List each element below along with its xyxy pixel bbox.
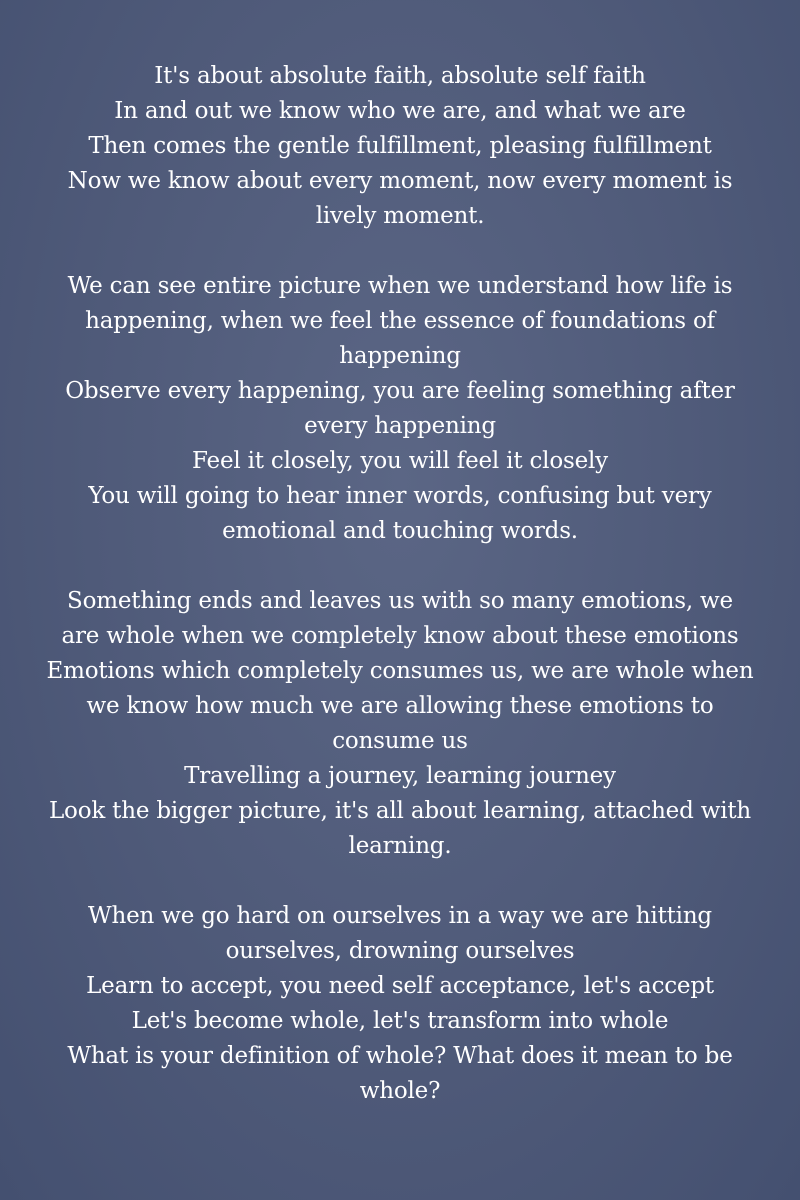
poem-line: When we go hard on ourselves in a way we are hitting ourselves, drowning ourselves (88, 903, 712, 964)
stanza-2 (46, 269, 754, 549)
poem-line: Learn to accept, you need self acceptance, let's accept (86, 973, 714, 999)
poem-line: In and out we know who we are, and what we are (114, 98, 686, 124)
poem-line: Feel it closely, you will feel it closely (192, 448, 608, 474)
poem-line: Travelling a journey, learning journey (184, 763, 616, 789)
poem-line: Look the bigger picture, it's all about learning, attached with learning. (48, 798, 752, 859)
poem-line: Now we know about every moment, now every moment is lively moment. (67, 168, 733, 229)
poem-line: It's about absolute faith, absolute self faith (154, 63, 646, 89)
poem-line: Then comes the gentle fulfillment, pleasing fulfillment (88, 133, 712, 159)
poem-line: Let's become whole, let's transform into whole (131, 1008, 669, 1034)
poem-line: What is your definition of whole? What does it mean to be whole? (67, 1043, 733, 1104)
poem-line: You will going to hear inner words, confusing but very emotional and touching words. (88, 483, 712, 544)
poem-line: Emotions which completely consumes us, we are whole when we know how much we are allowing these emotions to consume us (46, 658, 754, 754)
poem-line: We can see entire picture when we understand how life is happening, when we feel the essence of foundations of happening (67, 273, 733, 369)
stanza-3 (46, 584, 754, 864)
stanza-4 (46, 899, 754, 1109)
stanza-1 (46, 59, 754, 234)
poem-line: Observe every happening, you are feeling something after every happening (65, 378, 735, 439)
poem-line: Something ends and leaves us with so many emotions, we are whole when we completely know about these emotions (61, 588, 739, 649)
